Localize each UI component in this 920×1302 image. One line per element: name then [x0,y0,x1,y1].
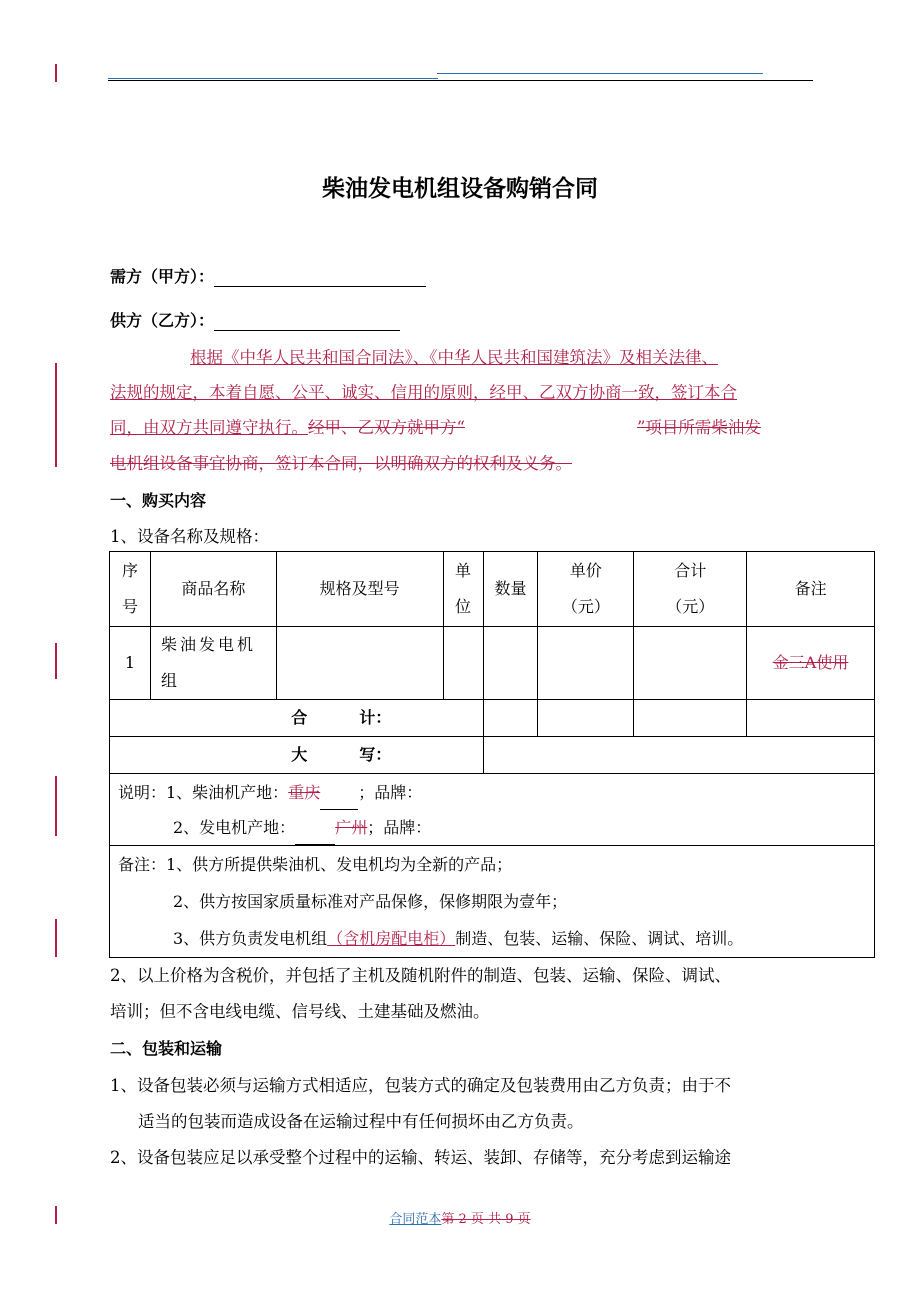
cell-unit [443,627,483,700]
capital-row [110,737,875,774]
desc-line-1: 说明：1、柴油机产地：重庆 ；品牌： [118,775,874,810]
page-footer [0,1208,920,1227]
header-name: 商品名称 [150,552,276,627]
change-bar [55,776,57,836]
table-header-row [110,552,875,627]
preamble-line [110,414,761,438]
notes-cell [110,846,875,958]
cell-price [538,627,634,700]
cell-seq: 1 [110,627,151,700]
desc-line-2: 2、发电机产地： 广州；品牌： [118,810,874,845]
section-heading: 二、包装和运输 [110,1039,223,1058]
paragraph-line: 适当的包装而造成设备在运输过程中有任何损坏由乙方负责。 [138,1112,584,1131]
seller-label: 供方（乙方）： [110,311,215,330]
preamble-line: 法规的规定，本着自愿、公平、诚实、信用的原则，经甲、乙双方协商一致，签订本合 [110,383,737,402]
subheading: 1、设备名称及规格： [110,527,269,546]
section-heading: 一、购买内容 [110,491,207,510]
header-price: 单价 （元） [538,552,634,627]
paragraph-line: 2、设备包装应足以承受整个过程中的运输、转运、装卸、存储等，充分考虑到运输途 [110,1148,731,1167]
note-line-3: 3、供方负责发电机组（含机房配电柜）制造、包装、运输、保险、调试、培训。 [173,929,744,948]
change-bar [55,919,57,957]
table-row [110,627,875,700]
generator-origin: 广州 [335,817,368,837]
footer-link[interactable]: 合同范本 [389,1212,442,1227]
sum-row [110,700,875,737]
sum-price [538,700,634,737]
cell-spec [276,627,443,700]
sum-label: 合 计： [110,700,484,737]
header-rule [108,80,813,81]
capital-label: 大 写： [110,737,484,774]
note-line-1: 备注：1、供方所提供柴油机、发电机均为全新的产品； [118,855,513,874]
diesel-origin: 重庆 [288,782,321,802]
header-note: 备注 [747,552,875,627]
seller-line [110,308,400,331]
header-qty: 数量 [483,552,538,627]
buyer-line [110,264,426,287]
header-seq: 序 号 [110,552,151,627]
header-total: 合计 （元） [634,552,747,627]
capital-value [483,737,875,774]
change-bar [55,643,57,679]
sum-note [747,700,875,737]
cell-note: 金三A使用 [747,627,875,700]
change-bar [55,64,57,82]
buyer-blank [214,268,426,287]
note-line-2: 2、供方按国家质量标准对产品保修，保修期限为壹年； [173,892,568,911]
preamble-line: 根据《中华人民共和国合同法》、《中华人民共和国建筑法》及相关法律、 [190,348,718,367]
paragraph-line: 2、以上价格为含税价，并包括了主机及随机附件的制造、包装、运输、保险、调试、 [110,966,731,985]
notes-row [110,846,875,958]
paragraph-line: 培训；但不含电线电缆、信号线、土建基础及燃油。 [110,1002,490,1021]
page-title: 柴油发电机组设备购销合同 [322,176,598,202]
change-bar [55,363,57,467]
buyer-label: 需方（甲方）： [110,267,215,286]
header-unit: 单 位 [443,552,483,627]
header-spec: 规格及型号 [276,552,443,627]
preamble-text: 同，由双方共同遵守执行。 [110,418,308,437]
seller-blank [214,312,400,331]
cell-name: 柴油发电机 组 [150,627,276,700]
preamble-deleted: ”项目所需柴油发 [636,418,761,437]
preamble-deleted: 经甲、乙双方就甲方“ [308,418,465,437]
sum-qty [483,700,538,737]
sum-total [634,700,747,737]
header-rule-blue [437,73,763,74]
cell-qty [483,627,538,700]
desc-cell [110,774,875,846]
preamble-line: 电机组设备事宜协商，签订本合同，以明确双方的权利及义务。 [110,454,572,473]
revised-text: （含机房配电柜） [327,929,456,948]
spec-table [109,551,875,958]
footer-page-info: 第 2 页 共 9 页 [441,1212,531,1227]
desc-row [110,774,875,846]
paragraph-line: 1、设备包装必须与运输方式相适应，包装方式的确定及包装费用由乙方负责；由于不 [110,1076,731,1095]
cell-total [634,627,747,700]
header-rule-blue [108,78,438,79]
